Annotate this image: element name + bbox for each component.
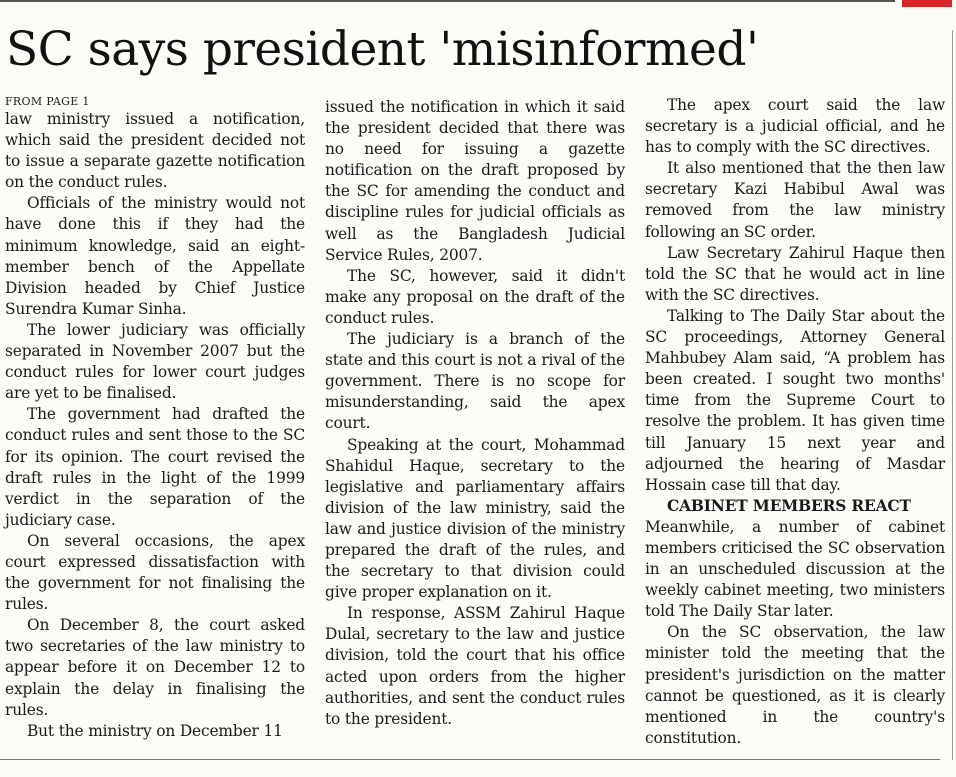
subheading: CABINET MEMBERS REACT bbox=[667, 496, 911, 515]
paragraph: But the ministry on December 11 bbox=[27, 721, 283, 740]
top-rule bbox=[0, 0, 895, 2]
kicker: FROM PAGE 1 bbox=[5, 95, 90, 108]
paragraph: Law Secretary Zahirul Haque then told the SC that he would act in line with the SC directives. bbox=[645, 243, 945, 304]
paragraph: The apex court said the law secretary is a judicial official, and he has to comply with the SC directives. bbox=[645, 96, 945, 157]
paragraph: The judiciary is a branch of the state and this court is not a rival of the government. There is no scope for misunderstanding, said the apex court. bbox=[325, 330, 625, 433]
paragraph: On the SC observation, the law minister told the meeting that the president's jurisdiction on the matter cannot be questioned, as it is clearly mentioned in the country's constitution. bbox=[645, 623, 945, 747]
paragraph: The government had drafted the conduct rules and sent those to the SC for its opinion. The court revised the draft rules in the light of the 1999 verdict in the separation of the judiciary case. bbox=[5, 405, 305, 529]
paragraph: Speaking at the court, Mohammad Shahidul Haque, secretary to the legislative and parliamentary affairs division of the law ministry, said the law and justice division of the ministry prepared the draft of the rules, and the secretary to that division could give proper explanation on it. bbox=[325, 435, 625, 602]
paragraph: In response, ASSM Zahirul Haque Dulal, secretary to the law and justice division, told the court that his office acted upon orders from the higher authorities, and sent the conduct rules to the president. bbox=[325, 604, 625, 728]
paragraph: law ministry issued a notification, which said the president decided not to issue a separate gazette notification on the conduct rules. bbox=[5, 110, 305, 192]
paragraph: issued the notification in which it said the president decided that there was no need for issuing a gazette notification on the draft proposed by the SC for amending the conduct and discipline rules for judicial officials as well as the Bangladesh Judicial Service Rules, 2007. bbox=[325, 98, 625, 264]
right-rule bbox=[952, 30, 953, 760]
column-3 bbox=[645, 95, 945, 749]
paragraph: It also mentioned that the then law secretary Kazi Habibul Awal was removed from the law ministry following an SC order. bbox=[645, 159, 945, 241]
paragraph: The SC, however, said it didn't make any proposal on the draft of the conduct rules. bbox=[325, 266, 625, 327]
paragraph: On December 8, the court asked two secretaries of the law ministry to appear before it on December 12 to explain the delay in finalising the rules. bbox=[5, 616, 305, 719]
paragraph: The lower judiciary was officially separated in November 2007 but the conduct rules for lower court judges are yet to be finalised. bbox=[5, 320, 305, 403]
paragraph: On several occasions, the apex court expressed dissatisfaction with the government for not finalising the rules. bbox=[5, 531, 305, 614]
headline: SC says president 'misinformed' bbox=[6, 22, 759, 77]
column-2 bbox=[325, 97, 625, 730]
paragraph: Talking to The Daily Star about the SC proceedings, Attorney General Mahbubey Alam said, “A problem has been created. I sought two months' time from the Supreme Court to resolve the problem. It has given time till January 15 next year and adjourned the hearing of Masdar Hossain case till that day. bbox=[645, 306, 945, 494]
paragraph: Officials of the ministry would not have done this if they had the minimum knowledge, said an eight-member bench of the Appellate Division headed by Chief Justice Surendra Kumar Sinha. bbox=[5, 194, 305, 318]
paragraph: Meanwhile, a number of cabinet members criticised the SC observation in an unscheduled discussion at the weekly cabinet meeting, two ministers told The Daily Star later. bbox=[645, 517, 945, 621]
column-1 bbox=[5, 95, 305, 742]
bottom-rule bbox=[0, 759, 940, 760]
section-marker bbox=[902, 0, 952, 7]
